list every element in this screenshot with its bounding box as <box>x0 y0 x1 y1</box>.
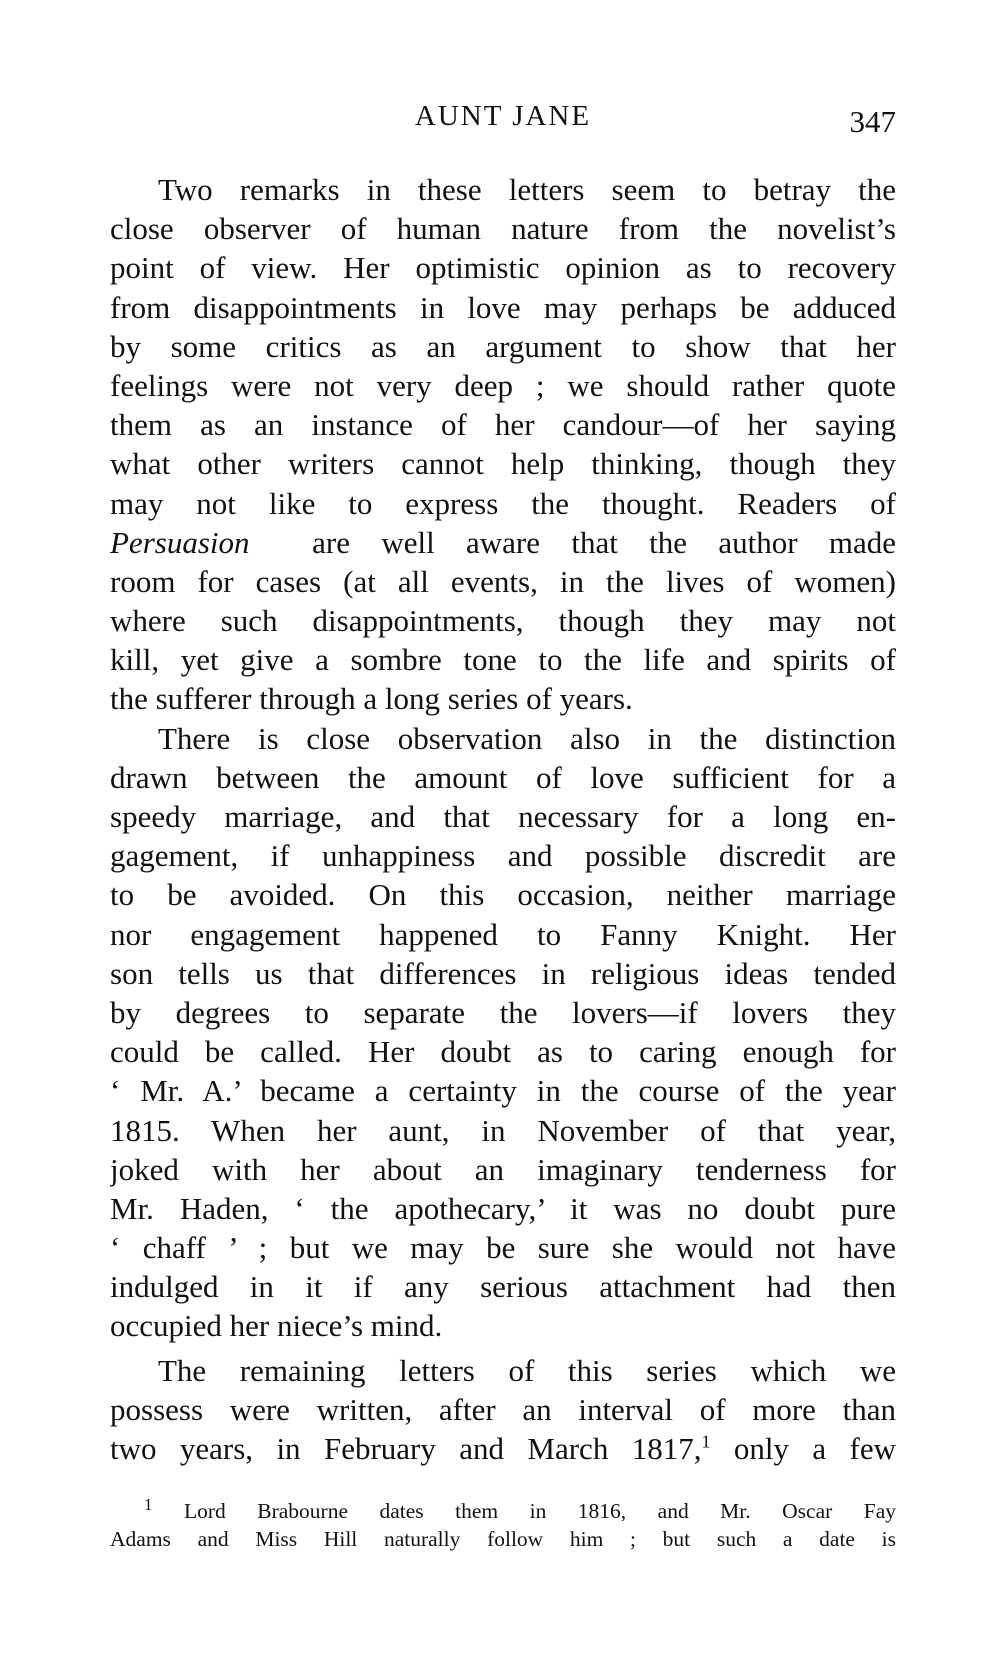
text-line: room for cases (at all events, in the lives of women) <box>110 563 896 599</box>
text-line: ‘ Mr. A.’ became a certainty in the course of the year <box>110 1073 896 1109</box>
text-line: to be avoided. On this occasion, neither marriage <box>110 877 896 913</box>
text-line: what other writers cannot help thinking, though they <box>110 446 896 482</box>
text-line: where such disappointments, though they may not <box>110 603 896 639</box>
text-fragment: two years, in February and March 1817, <box>110 1431 702 1466</box>
text-line: 1815. When her aunt, in November of that year, <box>110 1112 896 1148</box>
text-line: joked with her about an imaginary tenderness for <box>110 1151 896 1187</box>
text-line-with-title <box>110 523 896 562</box>
text-line: possess were written, after an interval of more than <box>110 1391 896 1427</box>
text-line: the sufferer through a long series of years. <box>110 681 633 717</box>
text-line: them as an instance of her candour—of her saying <box>110 407 896 443</box>
text-line: from disappointments in love may perhaps be adduced <box>110 289 896 325</box>
text-line: drawn between the amount of love sufficient for a <box>110 759 896 795</box>
body-text <box>110 170 896 1468</box>
text-line: There is close observation also in the distinction <box>158 720 896 756</box>
footnote-text: Lord Brabourne dates them in 1816, and Mr. Oscar Fay <box>183 1499 896 1523</box>
text-line: could be called. Her doubt as to caring enough for <box>110 1034 896 1070</box>
text-line: may not like to express the thought. Readers of <box>110 485 896 521</box>
text-line: ‘ chaff ’ ; but we may be sure she would not have <box>110 1230 896 1266</box>
footnote-marker: 1 <box>144 1497 153 1514</box>
page-number: 347 <box>849 104 896 139</box>
text-line: point of view. Her optimistic opinion as to recovery <box>110 250 896 286</box>
text-line: indulged in it if any serious attachment had then <box>110 1269 896 1305</box>
text-line-with-footnote-ref <box>110 1429 896 1468</box>
text-line: by some critics as an argument to show that her <box>110 328 896 364</box>
text-line: gagement, if unhappiness and possible discredit are <box>110 838 896 874</box>
footnotes <box>110 1497 896 1553</box>
paragraph-1 <box>110 170 896 719</box>
text-line: The remaining letters of this series which we <box>158 1352 896 1388</box>
text-line: feelings were not very deep ; we should rather quote <box>110 367 896 403</box>
text-line: Two remarks in these letters seem to betray the <box>158 172 896 207</box>
running-head: AUNT JANE <box>414 100 592 132</box>
book-title-persuasion: Persuasion <box>110 524 250 560</box>
text-line: close observer of human nature from the novelist’s <box>110 211 896 247</box>
text-line: kill, yet give a sombre tone to the life and spirits of <box>110 642 896 678</box>
text-line: son tells us that differences in religious ideas tended <box>110 955 896 991</box>
text-line: occupied her niece’s mind. <box>110 1308 443 1344</box>
text-fragment: only a few <box>733 1431 896 1466</box>
footnote-line <box>110 1497 896 1525</box>
text-line: speedy marriage, and that necessary for a long en- <box>110 799 896 834</box>
paragraph-3 <box>110 1351 896 1469</box>
text-fragment: are well aware that the author made <box>312 524 896 560</box>
page-header <box>110 100 896 146</box>
text-line: Mr. Haden, ‘ the apothecary,’ it was no doubt pure <box>110 1190 896 1226</box>
paragraph-2 <box>110 719 896 1346</box>
text-line: nor engagement happened to Fanny Knight. Her <box>110 916 896 952</box>
text-line: by degrees to separate the lovers—if lovers they <box>110 994 896 1030</box>
footnote-line: Adams and Miss Hill naturally follow him ; but such a date is <box>110 1527 896 1551</box>
footnote-reference[interactable]: 1 <box>701 1431 711 1452</box>
